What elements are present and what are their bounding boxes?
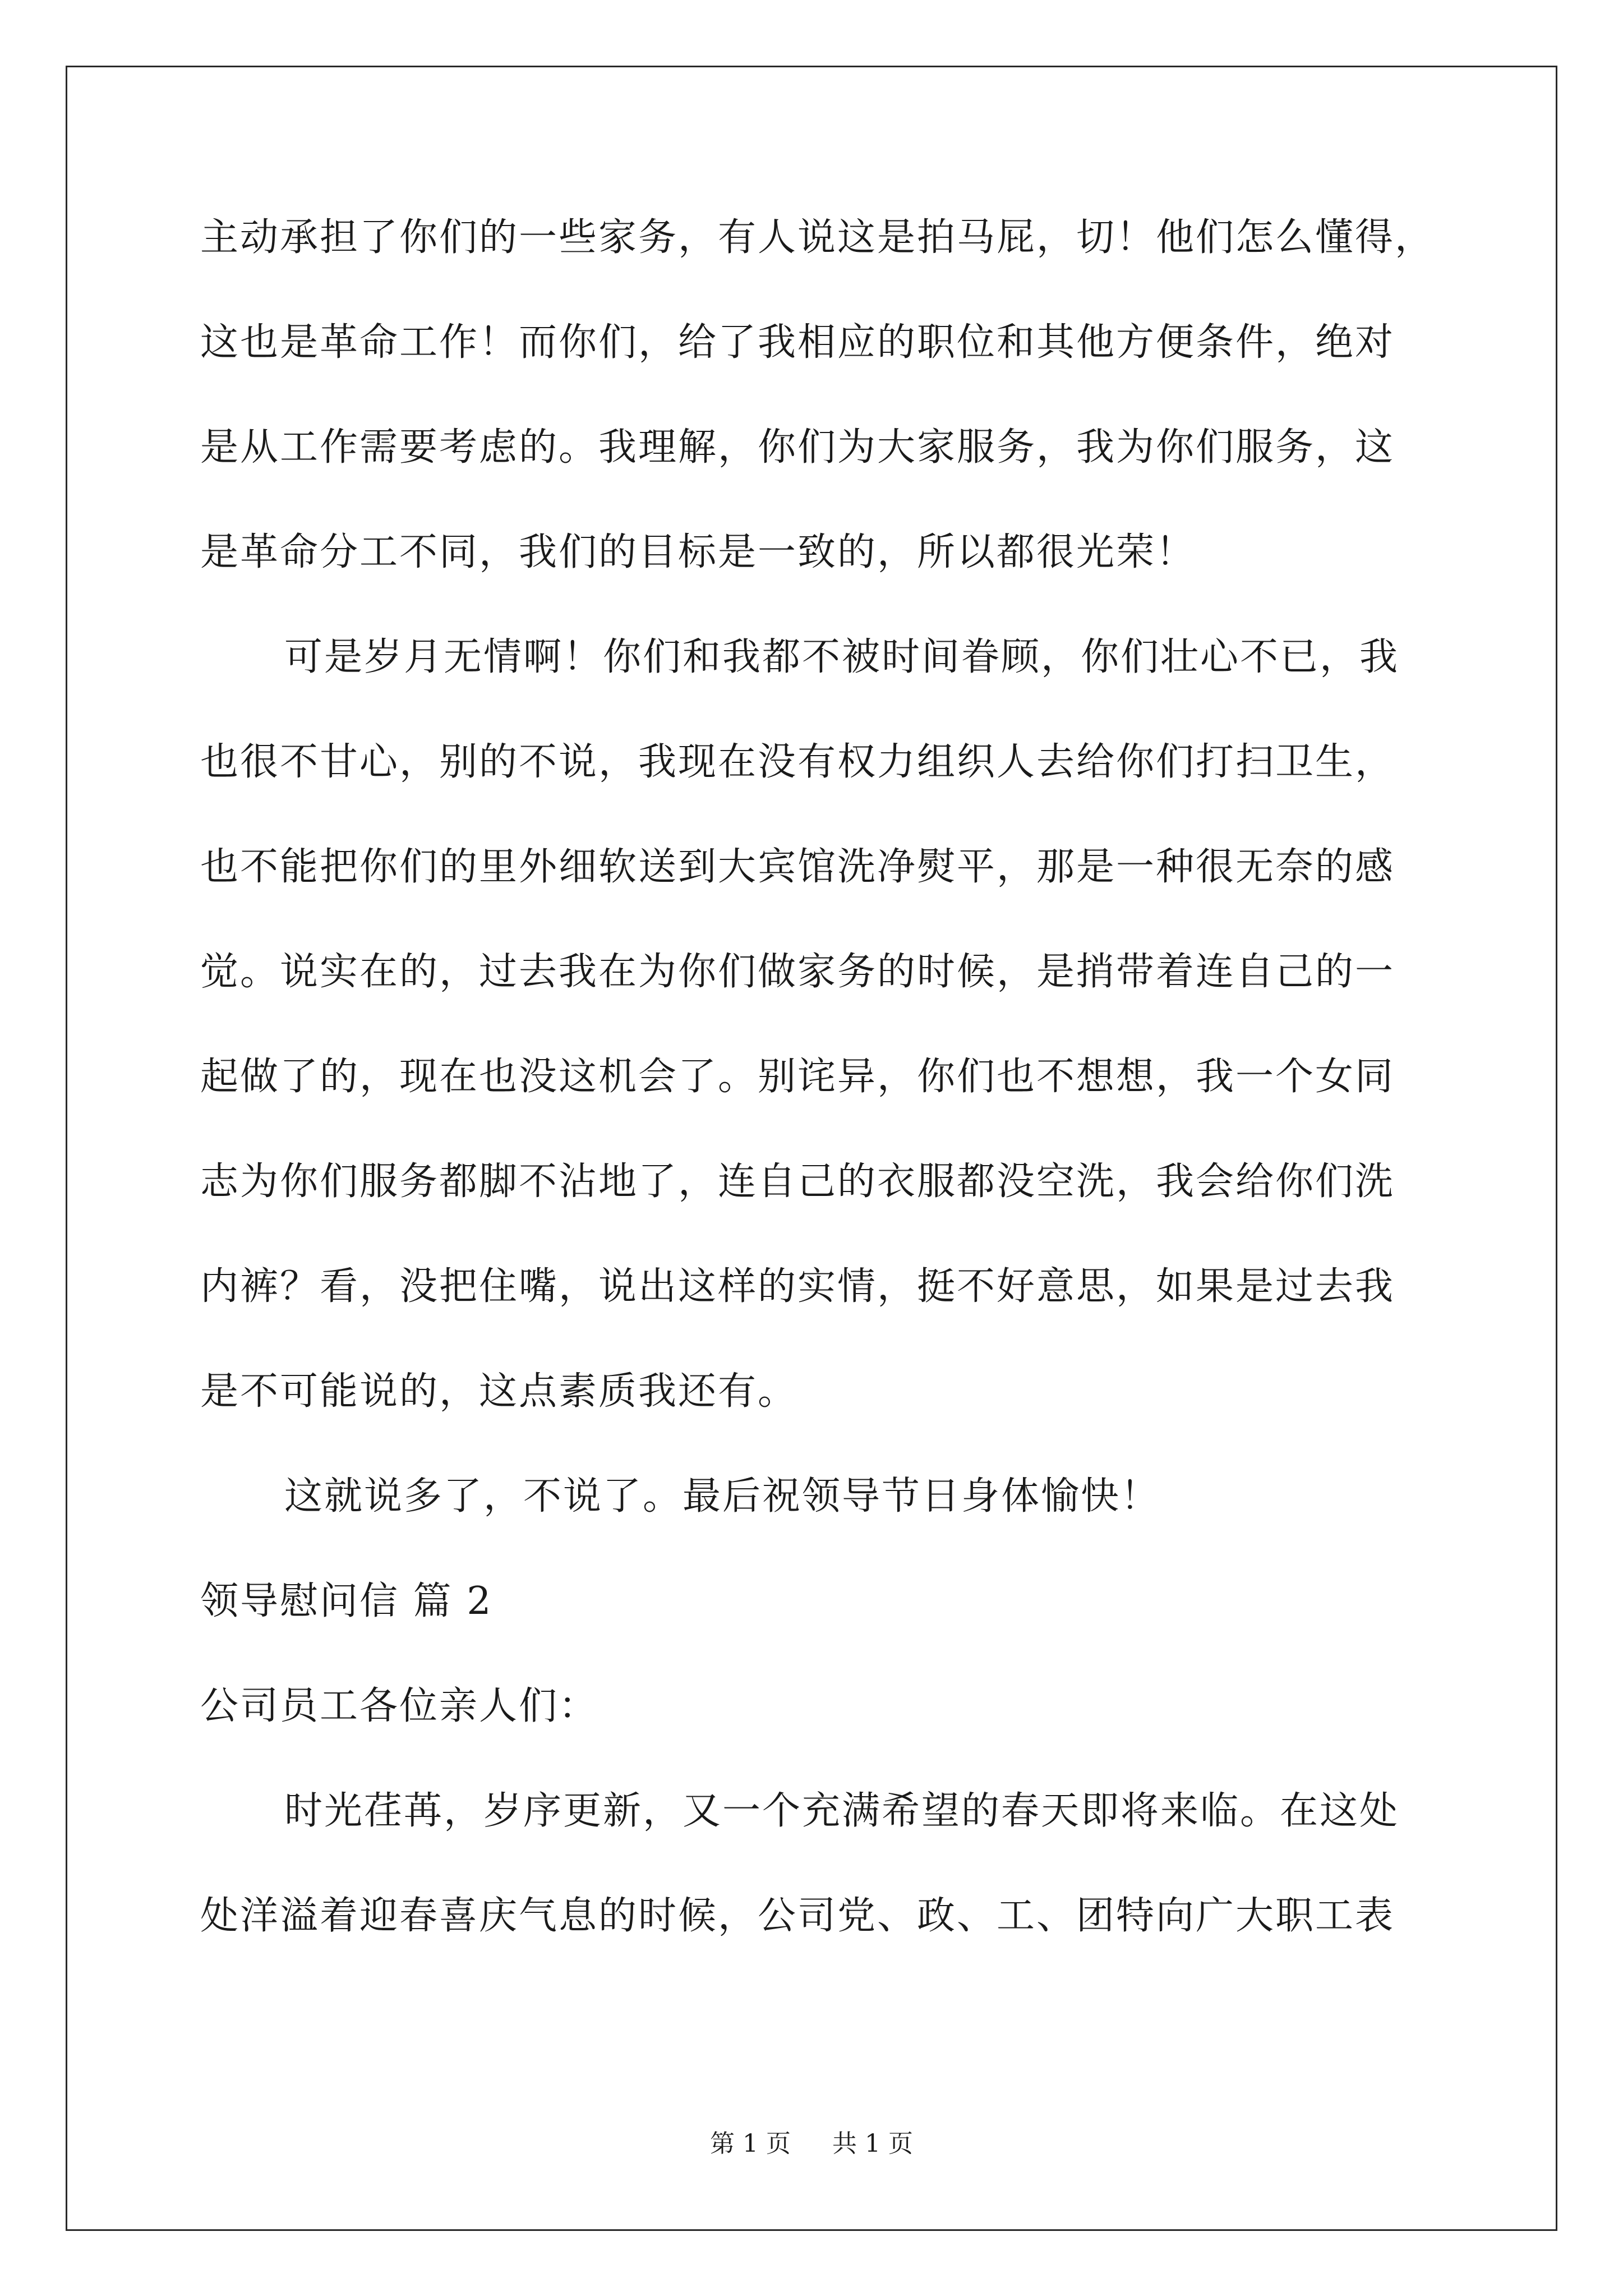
text-line: 这也是革命工作！而你们，给了我相应的职位和其他方便条件，绝对 — [200, 320, 1395, 365]
text-line: 是从工作需要考虑的。我理解，你们为大家服务，我为你们服务，这 — [200, 425, 1395, 470]
text-line: 也很不甘心，别的不说，我现在没有权力组织人去给你们打扫卫生， — [200, 740, 1395, 784]
text-line: 主动承担了你们的一些家务，有人说这是拍马屁，切！他们怎么懂得， — [200, 215, 1435, 260]
page-count: 共 1 页 — [832, 2129, 913, 2158]
text-line: 处洋溢着迎春喜庆气息的时候，公司党、政、工、团特向广大职工表 — [200, 1894, 1395, 1938]
text-line: 也不能把你们的里外细软送到大宾馆洗净熨平，那是一种很无奈的感 — [200, 845, 1395, 889]
text-line: 公司员工各位亲人们： — [200, 1684, 599, 1728]
text-line: 内裤？看，没把住嘴，说出这样的实情，挺不好意思，如果是过去我 — [200, 1264, 1395, 1309]
text-line: 是革命分工不同，我们的目标是一致的，所以都很光荣！ — [200, 530, 1196, 574]
text-line: 志为你们服务都脚不沾地了，连自己的衣服都没空洗，我会给你们洗 — [200, 1159, 1395, 1204]
text-line: 可是岁月无情啊！你们和我都不被时间眷顾，你们壮心不已，我 — [284, 635, 1400, 679]
page-footer — [0, 2127, 1623, 2161]
text-line: 觉。说实在的，过去我在为你们做家务的时候，是捎带着连自己的一 — [200, 950, 1395, 994]
page-number: 第 1 页 — [710, 2129, 791, 2158]
text-line: 起做了的，现在也没这机会了。别诧异，你们也不想想，我一个女同 — [200, 1055, 1395, 1099]
document-body — [200, 185, 1462, 1968]
text-line: 领导慰问信 篇 2 — [200, 1579, 493, 1623]
text-line: 时光荏苒，岁序更新，又一个充满希望的春天即将来临。在这处 — [284, 1789, 1400, 1833]
text-line: 是不可能说的，这点素质我还有。 — [200, 1369, 798, 1414]
text-line: 这就说多了，不说了。最后祝领导节日身体愉快！ — [284, 1474, 1161, 1519]
